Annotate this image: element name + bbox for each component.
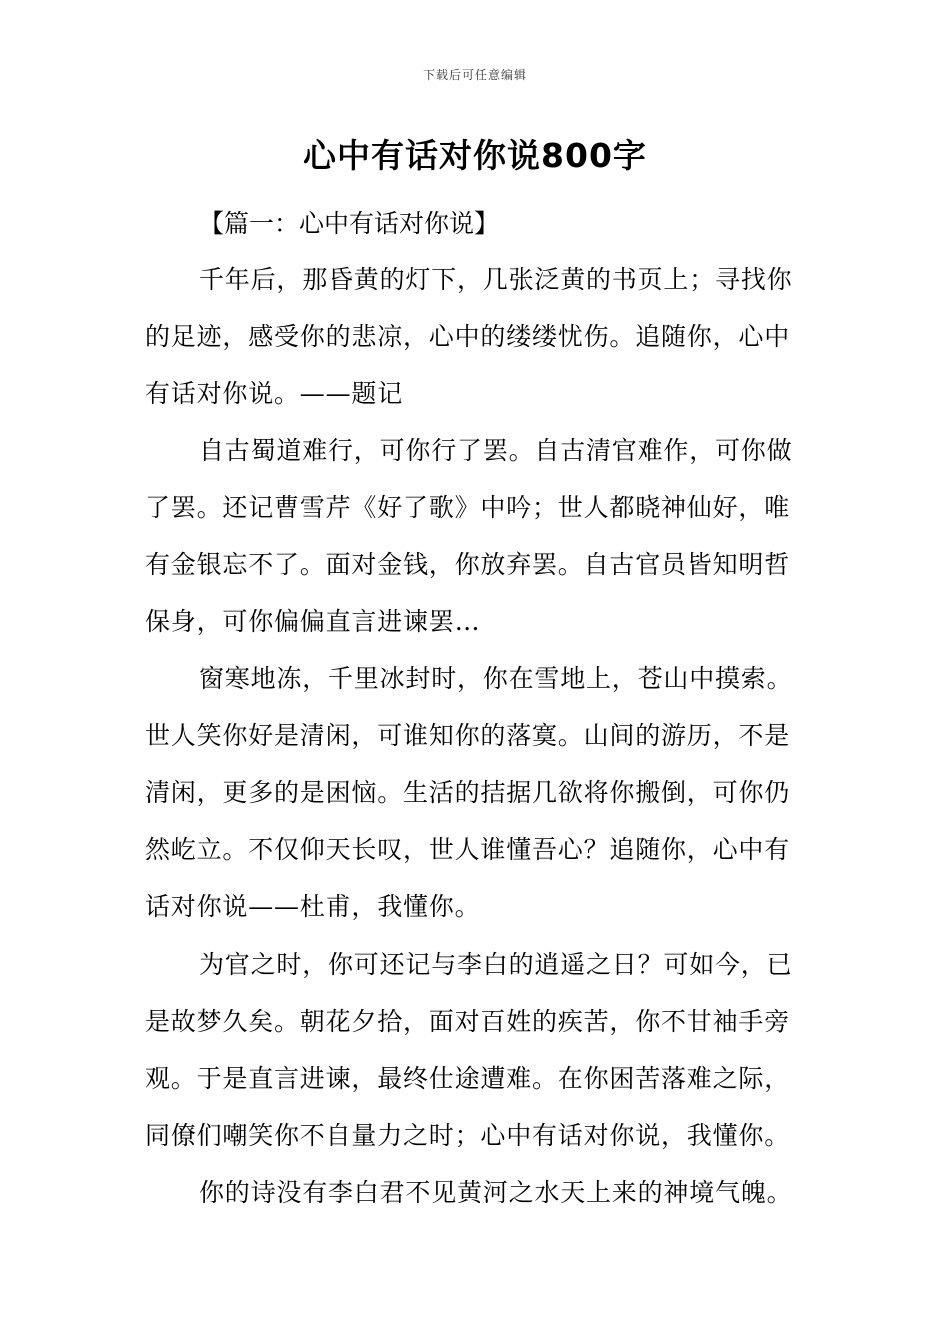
paragraph-line: 保身，可你偏偏直言进谏罢…: [145, 607, 481, 636]
paragraph-line: 有话对你说。——题记: [145, 379, 404, 408]
header-note: 下载后可任意编辑: [422, 68, 527, 82]
paragraph-line: 清闲，更多的是困恼。生活的拮据几欲将你搬倒，可你仍: [145, 778, 791, 807]
paragraph-line: 话对你说——杜甫，我懂你。: [145, 892, 481, 921]
paragraph-line: 的足迹，感受你的悲凉，心中的缕缕忧伤。追随你，心中: [145, 322, 791, 351]
section-heading: 【篇一：心中有话对你说】: [199, 209, 500, 238]
page-title: 心中有话对你说800字: [303, 136, 647, 175]
paragraph-line: 千年后，那昏黄的灯下，几张泛黄的书页上；寻找你: [199, 265, 793, 294]
paragraph-line: 同僚们嘲笑你不自量力之时；心中有话对你说，我懂你。: [145, 1121, 791, 1150]
paragraph-line: 观。于是直言进谏，最终仕途遭难。在你困苦落难之际，: [145, 1064, 791, 1093]
paragraph-line: 世人笑你好是清闲，可谁知你的落寞。山间的游历，不是: [145, 721, 791, 750]
paragraph-line: 你的诗没有李白君不见黄河之水天上来的神境气魄。: [199, 1178, 793, 1207]
paragraph-line: 有金银忘不了。面对金钱，你放弃罢。自古官员皆知明哲: [145, 550, 791, 579]
paragraph-line: 窗寒地冻，千里冰封时，你在雪地上，苍山中摸索。: [199, 664, 793, 693]
paragraph-line: 了罢。还记曹雪芹《好了歌》中吟；世人都晓神仙好，唯: [145, 493, 791, 522]
paragraph-line: 然屹立。不仅仰天长叹，世人谁懂吾心？追随你，心中有: [145, 835, 791, 864]
paragraph-line: 是故梦久矣。朝花夕拾，面对百姓的疾苦，你不甘袖手旁: [145, 1007, 791, 1036]
paragraph-line: 为官之时，你可还记与李白的逍遥之日？可如今，已: [199, 950, 793, 979]
paragraph-line: 自古蜀道难行，可你行了罢。自古清官难作，可你做: [199, 436, 793, 465]
